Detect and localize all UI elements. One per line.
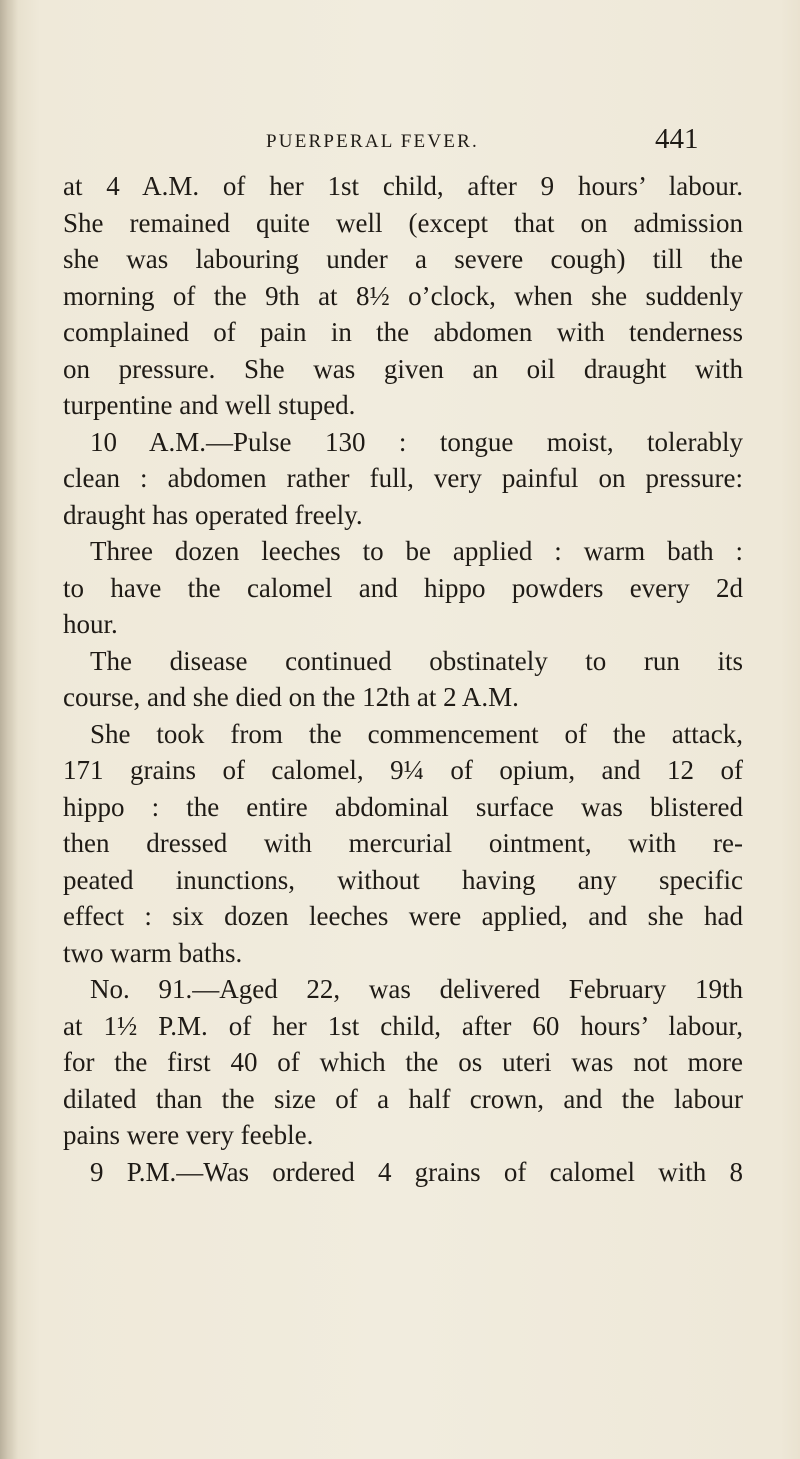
running-head <box>0 121 800 161</box>
text-line: pains were very feeble. <box>63 1120 314 1150</box>
text-line: She remained quite well (except that on admission <box>63 207 743 238</box>
page-number: 441 <box>655 123 699 155</box>
spine-shadow <box>0 0 18 1459</box>
text-line: dilated than the size of a half crown, and the labour <box>63 1083 743 1114</box>
text-line: peated inunctions, without having any specific <box>63 864 743 895</box>
text-line: two warm baths. <box>63 937 243 968</box>
text-line: to have the calomel and hippo powders every 2d <box>63 572 743 603</box>
text-line: at 4 A.M. of her 1st child, after 9 hours’ labour. <box>63 171 743 201</box>
text-line: course, and she died on the 12th at 2 A.M. <box>63 682 519 712</box>
text-line: hippo : the entire abdominal surface was blistered <box>63 791 743 822</box>
text-line: clean : abdomen rather full, very painful on pressure: <box>63 463 743 493</box>
text-line: then dressed with mercurial ointment, with re- <box>63 828 743 858</box>
text-line: turpentine and well stuped. <box>63 390 356 420</box>
text-line: complained of pain in the abdomen with tenderness <box>63 317 743 347</box>
text-line: 171 grains of calomel, 9¼ of opium, and 12 of <box>63 755 743 785</box>
text-line: on pressure. She was given an oil draught with <box>63 353 743 384</box>
text-line: draught has operated freely. <box>63 499 363 530</box>
text-line: morning of the 9th at 8½ o’clock, when she suddenly <box>63 280 743 311</box>
text-line: The disease continued obstinately to run its <box>90 645 743 676</box>
text-line: effect : six dozen leeches were applied, and she had <box>63 901 743 931</box>
running-title: PUERPERAL FEVER. <box>266 131 479 152</box>
text-line: 9 P.M.—Was ordered 4 grains of calomel with 8 <box>90 1156 743 1187</box>
text-line: Three dozen leeches to be applied : warm bath : <box>90 536 743 566</box>
text-line: hour. <box>63 609 118 639</box>
text-line: She took from the commencement of the attack, <box>90 718 743 749</box>
text-line: she was labouring under a severe cough) till the <box>63 244 743 274</box>
body-text <box>63 168 743 1190</box>
text-line: No. 91.—Aged 22, was delivered February 19th <box>90 974 743 1004</box>
text-line: for the first 40 of which the os uteri was not more <box>63 1047 743 1077</box>
text-line: at 1½ P.M. of her 1st child, after 60 hours’ labour, <box>63 1010 743 1041</box>
text-line: 10 A.M.—Pulse 130 : tongue moist, tolerably <box>90 426 743 457</box>
